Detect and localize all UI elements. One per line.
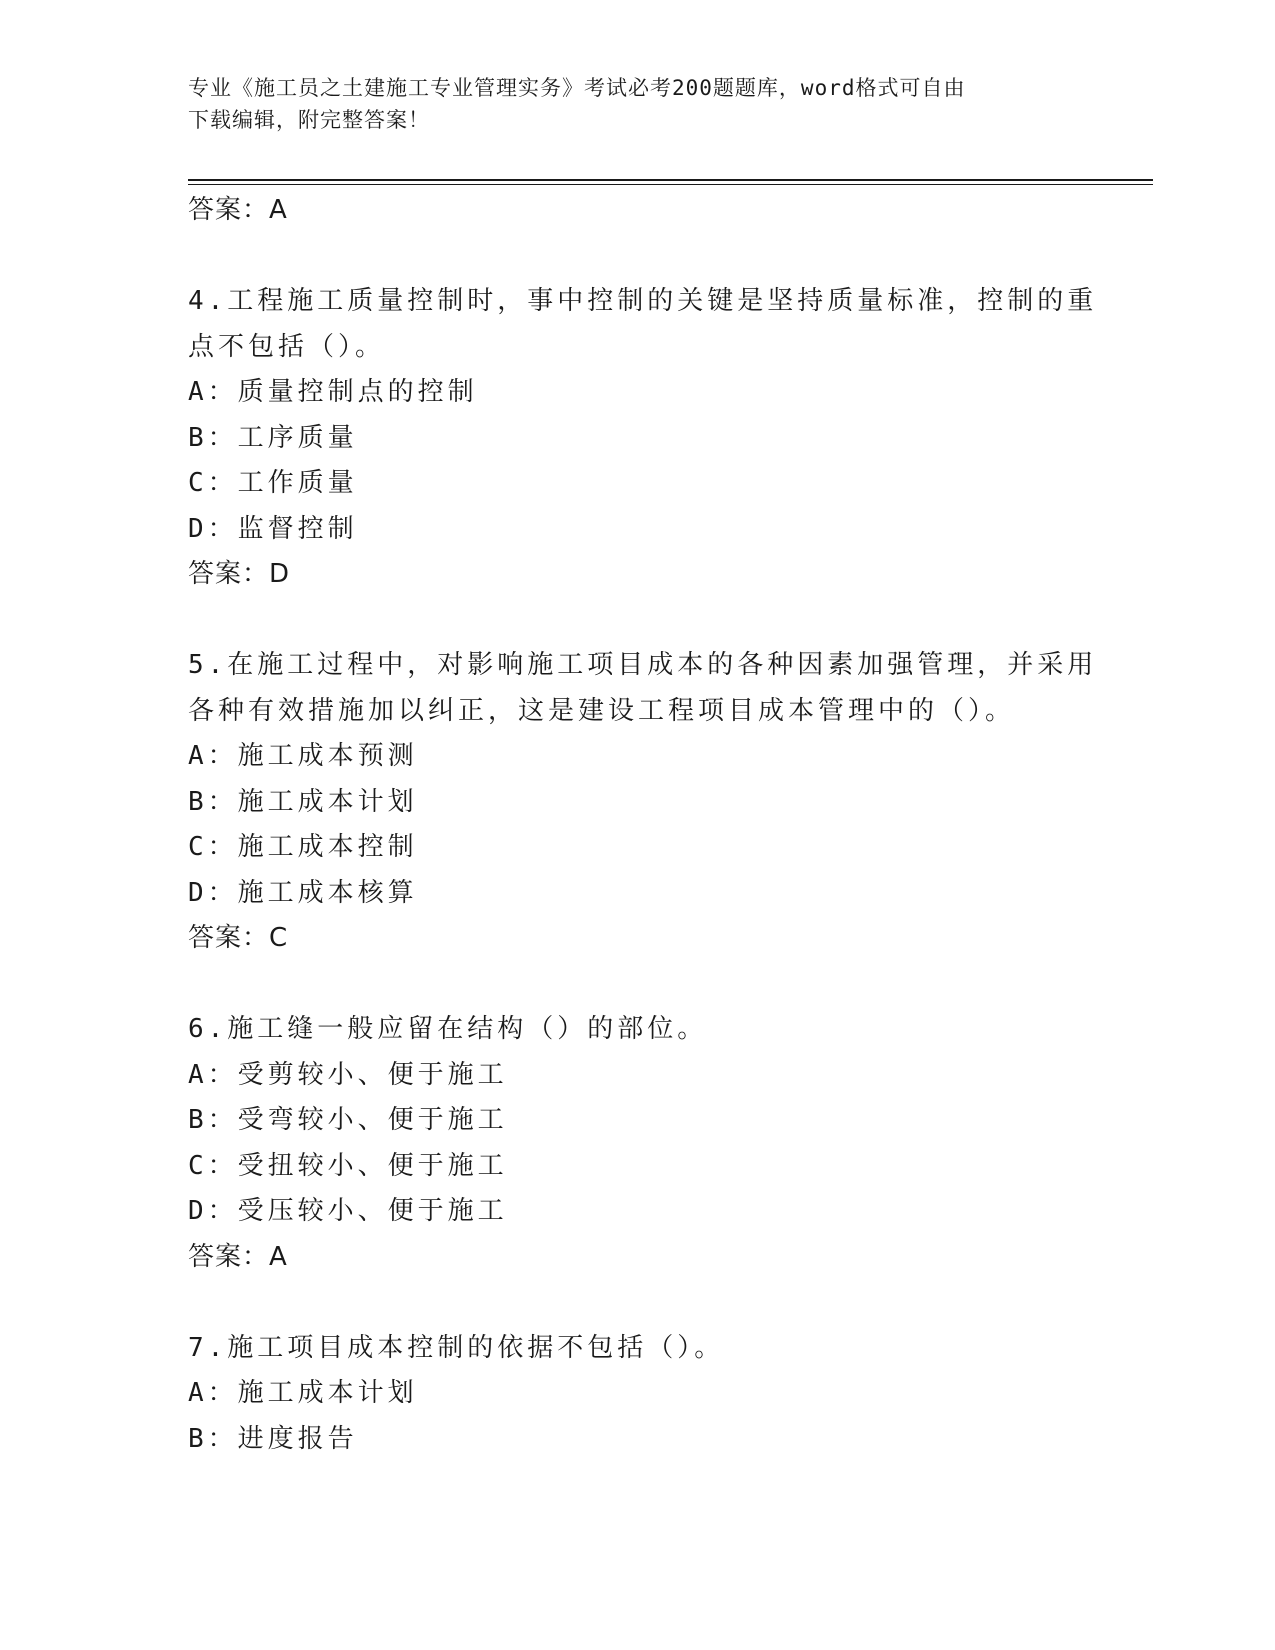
option-b: B：工序质量 xyxy=(188,422,358,453)
option-c: C：受扭较小、便于施工 xyxy=(188,1150,508,1181)
option-d: D：施工成本核算 xyxy=(188,877,418,908)
option-b: B：受弯较小、便于施工 xyxy=(188,1105,508,1135)
spacer xyxy=(188,234,1088,280)
header-line-2: 下载编辑，附完整答案！ xyxy=(188,108,430,132)
question-stem: 6.施工缝一般应留在结构（）的部位。 xyxy=(188,1014,708,1044)
option-a: A：施工成本计划 xyxy=(188,1378,418,1408)
spacer xyxy=(188,598,1088,644)
option-b: B：进度报告 xyxy=(188,1423,358,1454)
spacer xyxy=(188,1280,1088,1326)
question-stem: 4.工程施工质量控制时，事中控制的关键是坚持质量标准，控制的重 xyxy=(188,286,1098,316)
header-divider-thick xyxy=(188,179,1153,181)
question-stem-continued: 点不包括（）。 xyxy=(188,331,386,362)
option-d: D：监督控制 xyxy=(188,513,358,544)
question-block xyxy=(188,643,1098,962)
header-line-1: 专业《施工员之土建施工专业管理实务》考试必考200题题库，word格式可自由 xyxy=(188,76,966,100)
question-stem: 7.施工项目成本控制的依据不包括（）。 xyxy=(188,1332,725,1363)
question-stem-continued: 各种有效措施加以纠正，这是建设工程项目成本管理中的（）。 xyxy=(188,695,1016,726)
option-c: C：施工成本控制 xyxy=(188,832,418,862)
option-a: A：质量控制点的控制 xyxy=(188,377,478,407)
document-body xyxy=(188,188,1098,1462)
header-divider-thin xyxy=(188,184,1153,185)
answer-line: 答案：C xyxy=(188,923,289,953)
option-b: B：施工成本计划 xyxy=(188,786,418,817)
question-stem: 5.在施工过程中，对影响施工项目成本的各种因素加强管理，并采用 xyxy=(188,650,1098,680)
answer-line: 答案：A xyxy=(188,1241,288,1272)
question-block xyxy=(188,1326,1088,1463)
question-block xyxy=(188,1007,1088,1280)
option-c: C：工作质量 xyxy=(188,468,358,498)
option-a: A：受剪较小、便于施工 xyxy=(188,1059,508,1090)
answer-line: 答案：A xyxy=(188,195,288,225)
spacer xyxy=(188,962,1088,1008)
option-d: D：受压较小、便于施工 xyxy=(188,1196,508,1226)
answer-line: 答案：D xyxy=(188,559,291,589)
document-header xyxy=(188,72,1068,136)
question-block xyxy=(188,279,1098,598)
option-a: A：施工成本预测 xyxy=(188,741,418,771)
